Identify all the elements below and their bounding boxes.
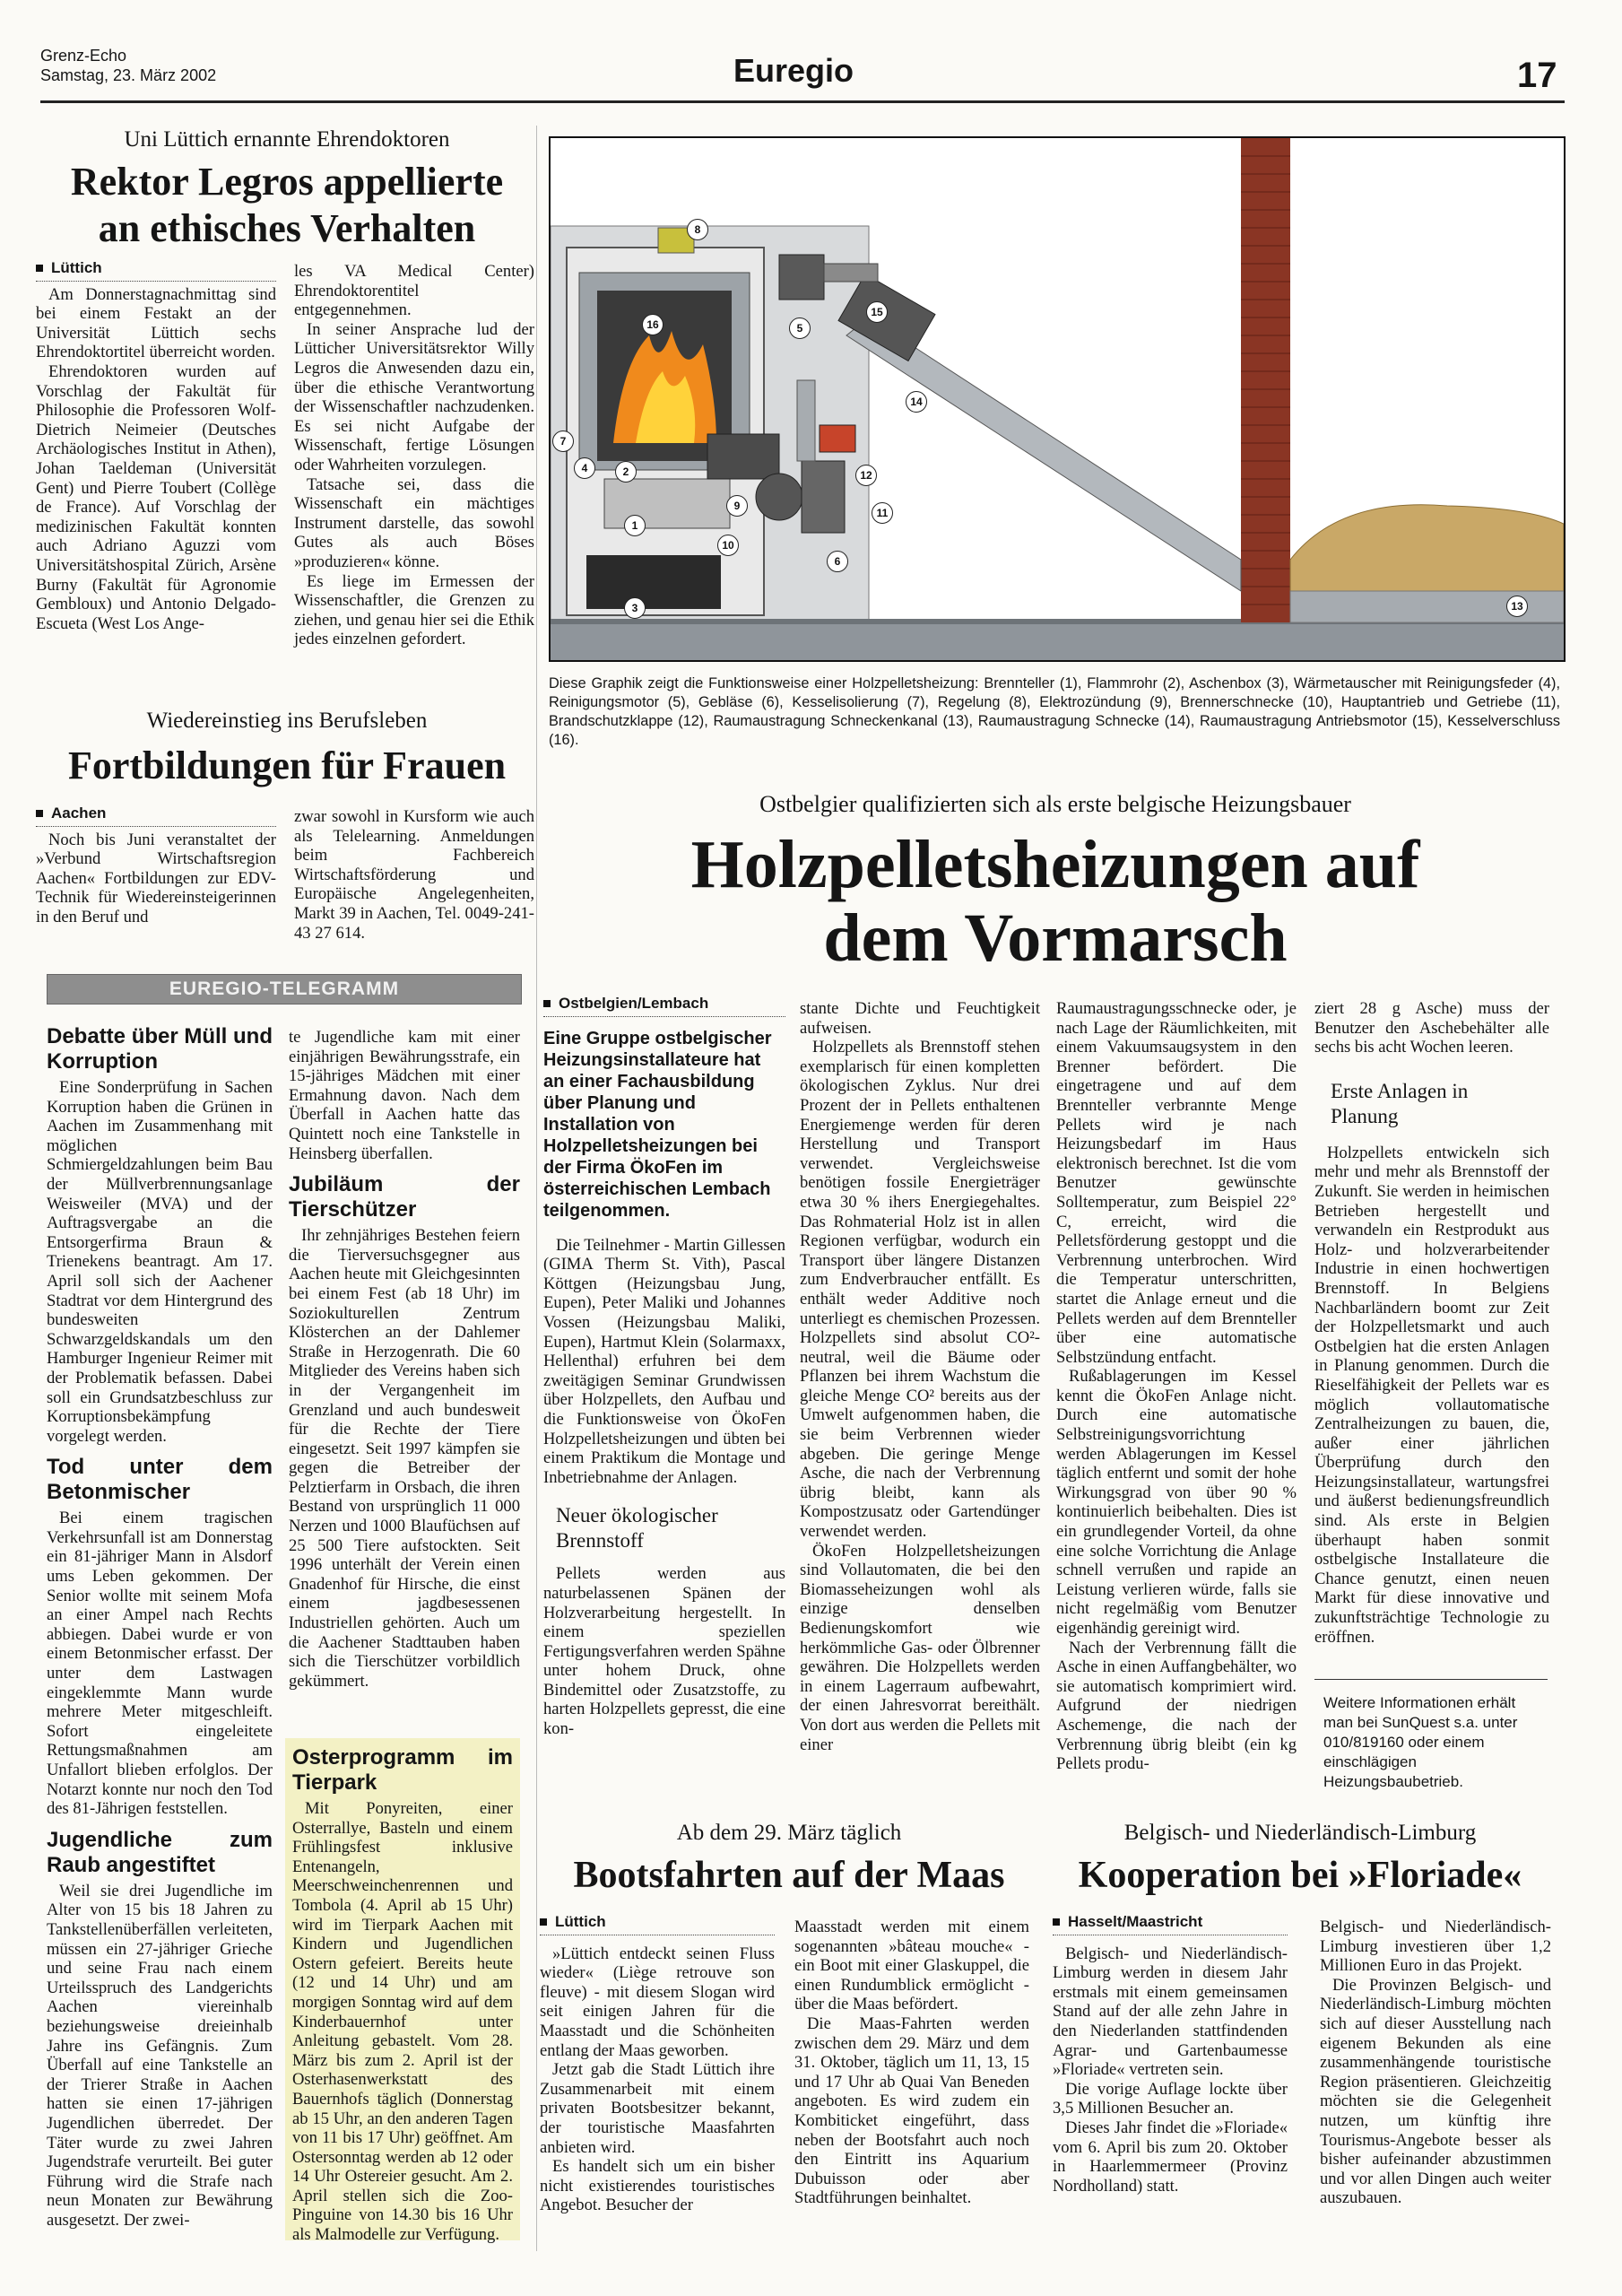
holz-c3-p3: Nach der Verbrennung fällt die Asche in einen Auffangbehälter, wo sie automatisch komprimiert wird. Aufgrund der niedrigen Aschemenge, die nach der Verbrennung übrig bleibt (ein kg Pellets produ- [1056, 1638, 1297, 1774]
rektor-column-2 [294, 262, 534, 649]
callout-5: 5 [789, 317, 811, 339]
rektor-c1-p1: Am Donnerstagnachmittag sind bei einem Festakt an der Universität Lüttich sechs Ehrendoktortitel überreicht worden. [36, 284, 276, 362]
frauen-c1-p1: Noch bis Juni veranstaltet der »Verbund Wirtschaftsregion Aachen« Fortbildungen zur EDV-Technik für Wiedereinsteigerinnen in den Beruf und [36, 830, 276, 926]
tele-tier-head: Jubiläum der Tierschützer [289, 1172, 520, 1222]
floriade-c1-p1: Belgisch- und Niederländisch-Limburg werden in diesem Jahr erstmals mit einem gemeinsamen Stand auf der alle zehn Jahre in den Niederlanden stattfindenden Agrar- und Gartenbaumesse »Floriade« vertreten sein. [1053, 1944, 1288, 2080]
callout-13: 13 [1506, 596, 1528, 617]
rektor-headline-1: Rektor Legros appellierte [70, 160, 504, 204]
telegramm-bar: EUREGIO-TELEGRAMM [47, 974, 522, 1004]
holz-sub-1: Neuer ökologischer Brennstoff [556, 1504, 718, 1552]
tele-beton-text: Bei einem tragischen Verkehrsunfall ist am Donnerstag ein 81-jähriger Mann in Alsdorf ums Leben gekommen. Der Senior wollte mit seinem Mofa an einer Ampel nach Rechts abbiegen. Dabei wurde er von einem Betonmischer erfasst. Der unter dem Lastwagen eingeklemmte Mann wurde mehrere Meter mitgeschleift. Sofort eingeleitete Rettungsmaßnahmen am Unfallort blieben erfolglos. Der Notarzt konnte nur noch den Tod des 81-Jährigen feststellen. [47, 1509, 273, 1819]
oster-text: Mit Ponyreiten, einer Osterrallye, Basteln und einem Frühlingsfest inklusive Entenangeln, Meerschweinchenrennen und Tombola (4. April ab 15 Uhr) wird im Tierpark Aachen mit Kindern und Jugendlichen Ostern gefeiert. Bereits heute (12 und 14 Uhr) und am morgigen Sonntag wird auf dem Kinderbauernhof unter Anleitung gebastelt. Vom 28. März bis zum 2. April ist der Osterhasenwerkstatt des Bauernhofs täglich (Donnerstag ab 15 Uhr, an den anderen Tagen von 11 bis 17 Uhr) geöffnet. Am Ostersonntag werden ab 12 oder 14 Uhr Ostereier gesucht. Am 2. April stellen sich die Zoo-Pinguine von 14.30 bis 16 Uhr als Malmodelle zur Verfügung. [292, 1799, 513, 2245]
frauen-c2-p1: zwar sowohl in Kursform wie auch als Telelearning. Anmeldungen beim Fachbereich Wirtschaftsförderung und Europäische Angelegenheiten, Markt 39 in Aachen, Tel. 0049-241-43 27 614. [294, 807, 534, 943]
masthead-paper: Grenz-Echo [40, 47, 127, 65]
holz-c1-p1: Die Teilnehmer - Martin Gillessen (GIMA Therm St. Vith), Pascal Köttgen (Heizungsbau Jung, Eupen), Peter Maliki und Johannes Vossen (Heizungsbau Maliki, Eupen), Hartmut Klein (Solarmaxx, Hellenthal) erfuhren bei dem zweitägigen Seminar Grundwissen über Holzpellets, den Aufbau und die Funktionsweise von ÖkoFen Holzpelletsheizungen und übten bei einem Praktikum die Montage und Inbetriebnahme der Anlagen. [543, 1235, 785, 1487]
maas-column-2 [794, 1918, 1029, 2208]
callout-12: 12 [855, 465, 877, 486]
holz-c2-p1: stante Dichte und Feuchtigkeit aufweisen. [800, 999, 1040, 1038]
page-number: 17 [1517, 56, 1557, 95]
telegramm-column-2 [289, 1028, 520, 1691]
callout-10: 10 [717, 535, 739, 556]
rektor-c2-p1: les VA Medical Center) Ehrendoktorentitel entgegennehmen. [294, 262, 534, 320]
tele-raub-text: Weil sie drei Jugendliche im Alter von 15 bis 18 Jahren zu Tankstellenüberfällen verleiteten, müssen ein 27-jähriger Grieche und seine Frau nach einem Urteilsspruch des Landgerichts Aachen viereinhalb beziehungsweise dreieinhalb Jahre ins Gefängnis. Zum Überfall auf eine Tankstelle an der Trierer Straße in Aachen hatten sie einen 17-jährigen Jugendlichen überredet. Der Täter wurde zu zwei Jahren Jugendstrafe verurteilt. Bei guter Führung wird die Strafe nach neun Monaten zur Bewährung ausgesetzt. Der zwei- [47, 1881, 273, 2230]
floriade-dateline: Hasselt/Maastricht [1053, 1912, 1288, 1935]
callout-7: 7 [552, 430, 574, 452]
holz-c2-p3: ÖkoFen Holzpelletsheizungen sind Vollautomaten, die bei den Biomasseheizungen wohl als einzige denselben Bedienungskomfort wie herkömmliche Gas- oder Ölbrenner gewähren. Die Holzpellets werden in einem Lagerraum aufbewahrt, der einen Jahresvorrat bereithält. Von dort aus werden die Pellets mit einer [800, 1541, 1040, 1754]
masthead-rule [40, 100, 1565, 103]
callout-8: 8 [687, 219, 708, 240]
floriade-c2-p2: Die Provinzen Belgisch- und Niederländisch-Limburg möchten sich auf dieser Ausstellung nach eigenem Bekunden als eine zusammenhängende touristische Region präsentieren. Gleichzeitig möchten sie die Gelegenheit nutzen, um künftig ihre Tourismus-Angebote besser als bisher aufeinander abzustimmen und vor allen Dingen auch weiter auszubauen. [1320, 1975, 1551, 2208]
rektor-c2-p3: Tatsache sei, dass die Wissenschaft ein mächtiges Instrument darstelle, das sowohl Gutes als auch Böses »produzieren« könne. [294, 474, 534, 571]
maas-column-1 [540, 1912, 775, 2215]
holz-column-1 [543, 994, 785, 1739]
floriade-headline: Kooperation bei »Floriade« [1078, 1855, 1522, 1896]
tele-raub-head: Jugendliche zum Raub angestiftet [47, 1827, 273, 1877]
rektor-c2-p4: Es liege im Ermessen der Wissenschaftler, die Grenzen zu ziehen, und genau hier sei die Ethik jedes einzelnen gefordert. [294, 571, 534, 649]
holz-c2-p2: Holzpellets als Brennstoff stehen exemplarisch für einen kompletten ökologischen Zyklus. Nur drei Prozent der in Pellets enthaltenen Energiemenge werden für deren Herstellung und Transport verwendet. Vergleichsweise benötigen fossile Energieträger etwa 30 % ihers Energiegehaltes. Das Rohmaterial Holz ist in allen Regionen verfügbar, wodurch ein Transport über längere Distanzen zum Endverbraucher entfällt. Es enthält weder Additive noch unterliegt es chemischen Prozessen. Holzpellets sind absolut CO²-neutral, weil die Bäume oder Pflanzen bei ihrem Wachstum die gleiche Menge CO² bereits aus der Umwelt aufgenommen haben, die sie beim Verbrennen wieder abgeben. Die geringe Menge Asche, die nach der Verbrennung übrig bleibt, kann als Kompostzusatz oder Gartendünger verwendet werden. [800, 1038, 1040, 1542]
maas-c2-p1: Maasstadt werden mit einem sogenannten »bâteau mouche« - ein Boot mit einer Glaskuppel, die einen Rundumblick ermöglicht - über die Maas befördert. [794, 1918, 1029, 2014]
callout-4: 4 [574, 457, 595, 479]
diagram-drawing [551, 138, 1564, 660]
tele-muell-head: Debatte über Müll und Korruption [47, 1024, 273, 1074]
holz-headline-1: Holzpelletsheizungen auf [690, 827, 1420, 902]
holz-c3-p1: Raumaustragungsschnecke oder, je nach Lage der Räumlichkeiten, mit einem Vakuumsaugsystem in den Brenner befördert. Die eingetragene und auf dem Brennteller verbrannte Menge Pellets wird je nach Heizungsbedarf im Haus elektronisch berechnet. Ist die vom Benutzer gewünschte Solltemperatur, zum Beispiel 22° C, erreicht, wird die Pelletsförderung gestoppt und die Verbrennung unterbrochen. Wird die Temperatur unterschritten, startet die Anlage erneut und die Pellets werden auf dem Brennteller über eine automatische Selbstzündung entfacht. [1056, 999, 1297, 1367]
holz-column-2 [800, 999, 1040, 1754]
frauen-dateline: Aachen [36, 804, 276, 827]
frauen-column-1 [36, 804, 276, 927]
floriade-column-1 [1053, 1912, 1288, 2196]
holz-c4-p2: Holzpellets entwickeln sich mehr und mehr als Brennstoff der Zukunft. Sie werden in heimischen Betrieben hergestellt und verwandeln ein Restprodukt aus Holz- und holzverarbeitender Industrie in einen hochwertigen Brennstoff. In Belgiens Nachbarländern boomt zur Zeit der Holzpelletsmarkt und auch Ostbelgien hat die ersten Anlagen in Planung genommen. Durch die Rieselfähigkeit der Pellets war es möglich vollautomatische Zentralheizungen zu bauen, die, außer einer jährlichen Überprüfung durch den Heizungsinstallateur, wartungsfrei und äußerst bedienungsfreundlich sind. Als erste in Belgien überhaupt haben sonmit ostbelgische Installateure die Chance genutzt, einen neuen Markt für diese innovative und zukunftsträchtige Technologie zu eröffnen. [1314, 1143, 1549, 1647]
frauen-kicker: Wiedereinstieg ins Berufsleben [146, 709, 428, 733]
holz-dateline: Ostbelgien/Lembach [543, 994, 785, 1017]
holz-sub-2: Erste Anlagen in Planung [1331, 1079, 1469, 1127]
holz-column-4 [1314, 999, 1549, 1647]
callout-15: 15 [866, 301, 888, 323]
callout-1: 1 [624, 515, 646, 536]
pellet-heating-diagram [549, 136, 1566, 662]
frauen-headline: Fortbildungen für Frauen [67, 744, 507, 787]
floriade-column-2 [1320, 1918, 1551, 2208]
floriade-kicker: Belgisch- und Niederländisch-Limburg [1123, 1821, 1477, 1845]
maas-kicker: Ab dem 29. März täglich [676, 1821, 902, 1845]
maas-c1-p2: Jetzt gab die Stadt Lüttich ihre Zusammenarbeit mit einem privaten Bootsbesitzer bekannt, der touristische Maasfahrten anbieten wird. [540, 2060, 775, 2157]
holz-c4-p1: ziert 28 g Asche) muss der Benutzer den Aschebehälter alle sechs bis acht Wochen leeren. [1314, 999, 1549, 1057]
oster-head: Osterprogramm im Tierpark [292, 1745, 513, 1795]
callout-3: 3 [624, 597, 646, 619]
telegramm-column-1 [47, 1021, 273, 2230]
tele-raub-cont: te Jugendliche kam mit einer einjährigen Bewährungsstrafe, ein 15-jähriges Mädchen mit einer Ermahnung davon. Nach dem Überfall in Aachen hatte das Quintett noch eine Tankstelle in Heinsberg überfallen. [289, 1028, 520, 1163]
callout-16: 16 [642, 314, 664, 335]
frauen-column-2 [294, 807, 534, 943]
rektor-kicker: Uni Lüttich ernannte Ehrendoktoren [124, 127, 450, 152]
callout-9: 9 [726, 495, 748, 517]
rektor-dateline: Lüttich [36, 258, 276, 282]
maas-dateline: Lüttich [540, 1912, 775, 1935]
diagram-caption: Diese Graphik zeigt die Funktionsweise einer Holzpelletsheizung: Brennteller (1), Flammrohr (2), Aschenbox (3), Wärmetauscher mit Reinigungsfeder (4), Reinigungsmotor (5), Gebläse (6), Kesselisolierung (7), Regelung (8), Elektrozündung (9), Brennerschnecke (10), Hauptantrieb und Getriebe (11), Brandschutzklappe (12), Raumaustragung Schneckenkanal (13), Raumaustragung Schnecke (14), Raumaustragung Antriebsmotor (15), Kesselverschluss (16). [549, 675, 1560, 748]
rektor-c1-p2: Ehrendoktoren wurden auf Vorschlag der Fakultät für Philosophie die Professoren Wolf-Dietrich Neimeier (Deutsches Archäologisches Institut in Athen), Johan Taeldeman (Universität Gent) und Pierre Toubert (Collège de France). Auf Vorschlag der medizinischen Fakultät konnten auch Adriano Aguzzi vom Universitätshospital Zürich, Arsène Burny (Fakultät für Agronomie Gembloux) und Antonio Delgado-Escueta (West Los Ange- [36, 361, 276, 633]
maas-c1-p1: »Lüttich entdeckt seinen Fluss wieder« (Liège retrouve son fleuve) - mit diesem Slogan wird seit einigen Jahren für die Maasstadt und die Schönheiten entlang der Maas geworben. [540, 1944, 775, 2060]
floriade-c1-p3: Dieses Jahr findet die »Floriade« vom 6. April bis zum 20. Oktober in Haarlemmermeer (Provinz Nordholland) statt. [1053, 2118, 1288, 2196]
holz-c1-p2: Pellets werden aus naturbelassenen Spänen der Holzverarbeitung hergestellt. In einem speziellen Fertigungsverfahren werden Spähne unter hohem Druck, ohne Bindemittel oder Zusatzstoffe, zu harten Holzpellets gepresst, die eine kon- [543, 1564, 785, 1739]
maas-headline: Bootsfahrten auf der Maas [573, 1855, 1005, 1896]
callout-6: 6 [827, 551, 848, 572]
holz-info-box: Weitere Informationen erhält man bei SunQuest s.a. unter 010/819160 oder einem einschlägigen Heizungsbaubetrieb. [1323, 1694, 1518, 1790]
holz-kicker: Ostbelgier qualifizierten sich als erste belgische Heizungsbauer [759, 791, 1351, 817]
callout-2: 2 [615, 461, 637, 483]
floriade-c1-p2: Die vorige Auflage lockte über 3,5 Millionen Besucher an. [1053, 2079, 1288, 2118]
holz-c3-p2: Rußablagerungen im Kessel kennt die ÖkoFen Anlage nicht. Durch eine automatische Selbstreinigungsvorrichtung werden Ablagerungen im Kessel täglich entfernt und somit der hohe Wirkungsgrad von über 90 % kontinuierlich beibehalten. Dies ist ein grundlegender Vorteil, da ohne eine solche Vorrichtung die Anlage schnell verrußen und rapide an Leistung verlieren würde, falls sie nicht regelmäßig vom Benutzer eigenhändig gereinigt wird. [1056, 1367, 1297, 1638]
separator-left [536, 126, 537, 2251]
rektor-c2-p2: In seiner Ansprache lud der Lütticher Universitätsrektor Willy Legros die Anwesenden dazu ein, über die ethische Verantwortung der Wissenschaftler nachzudenken. Es sei nicht Aufgabe der Wissenschaft, fertige Lösungen oder Wahrheiten vorzulegen. [294, 319, 534, 474]
osterprogramm-box [285, 1738, 520, 2245]
masthead-date: Samstag, 23. März 2002 [40, 66, 217, 84]
tele-beton-head: Tod unter dem Betonmischer [47, 1455, 273, 1505]
callout-11: 11 [872, 502, 893, 524]
section-title: Euregio [733, 52, 854, 89]
rektor-column-1 [36, 258, 276, 633]
tele-tier-text: Ihr zehnjähriges Bestehen feiern die Tierversuchsgegner aus Aachen heute mit Gleichgesinnten bei einem Fest (ab 18 Uhr) im Soziokulturellen Zentrum Klösterchen an der Dahlemer Straße in Herzogenrath. Die 60 Mitglieder des Vereins haben sich in der Vergangenheit im Grenzland und auch bundesweit für die Rechte der Tiere eingesetzt. Seit 1997 kämpfen sie gegen die Betreiber der Pelztierfarm in Orsbach, die ihren Bestand von ursprünglich 11 000 Nerzen und 1000 Blaufüchsen auf 25 500 Tiere aufstockten. Seit 1996 unterhält der Verein einen Gnadenhof für Hirsche, die einst einem jagdbesessenen Industriellen gehörten. Auch um die Aachener Stadttauben haben sich die Tierschützer vorbildlich gekümmert. [289, 1226, 520, 1691]
holz-headline-2: dem Vormarsch [823, 900, 1288, 976]
maas-c1-p3: Es handelt sich um ein bisher nicht existierendes touristisches Angebot. Besucher der [540, 2157, 775, 2215]
info-rule [1314, 1679, 1548, 1680]
holz-lead: Eine Gruppe ostbelgischer Heizungsinstallateure hat an einer Fachausbildung über Planung und Installation von Holzpelletsheizungen bei der Firma ÖkoFen im österreichischen Lembach teilgenommen. [543, 1028, 772, 1221]
tele-muell-text: Eine Sonderprüfung in Sachen Korruption haben die Grünen in Aachen im Zusammenhang mit möglichen Schmiergeldzahlungen beim Bau der Müllverbrennungsanlage Weisweiler (MVA) und der Auftragsvergabe an die Entsorgerfirma Braun & Trienekens beantragt. Am 17. April soll sich der Aachener Stadtrat vor dem Hintergrund des bundesweiten Schwarzgeldskandals um den Hamburger Ingenieur Reimer mit der Problematik befassen. Dabei soll ein Grundsatzbeschluss zur Korruptionsbekämpfung vorgelegt werden. [47, 1078, 273, 1446]
holz-column-3 [1056, 999, 1297, 1774]
callout-14: 14 [906, 391, 927, 413]
rektor-headline-2: an ethisches Verhalten [98, 206, 476, 250]
maas-c2-p2: Die Maas-Fahrten werden zwischen dem 29. März und dem 31. Oktober, täglich um 11, 13, 15 und 17 Uhr ab Quai Van Beneden angeboten. Es wird zudem ein Kombiticket eingeführt, dass neben der Bootsfahrt auch noch den Eintritt ins Aquarium Dubuisson oder aber Stadtführungen beinhaltet. [794, 2013, 1029, 2208]
floriade-c2-p1: Belgisch- und Niederländisch-Limburg investieren über 1,2 Millionen Euro in das Projekt. [1320, 1918, 1551, 1976]
